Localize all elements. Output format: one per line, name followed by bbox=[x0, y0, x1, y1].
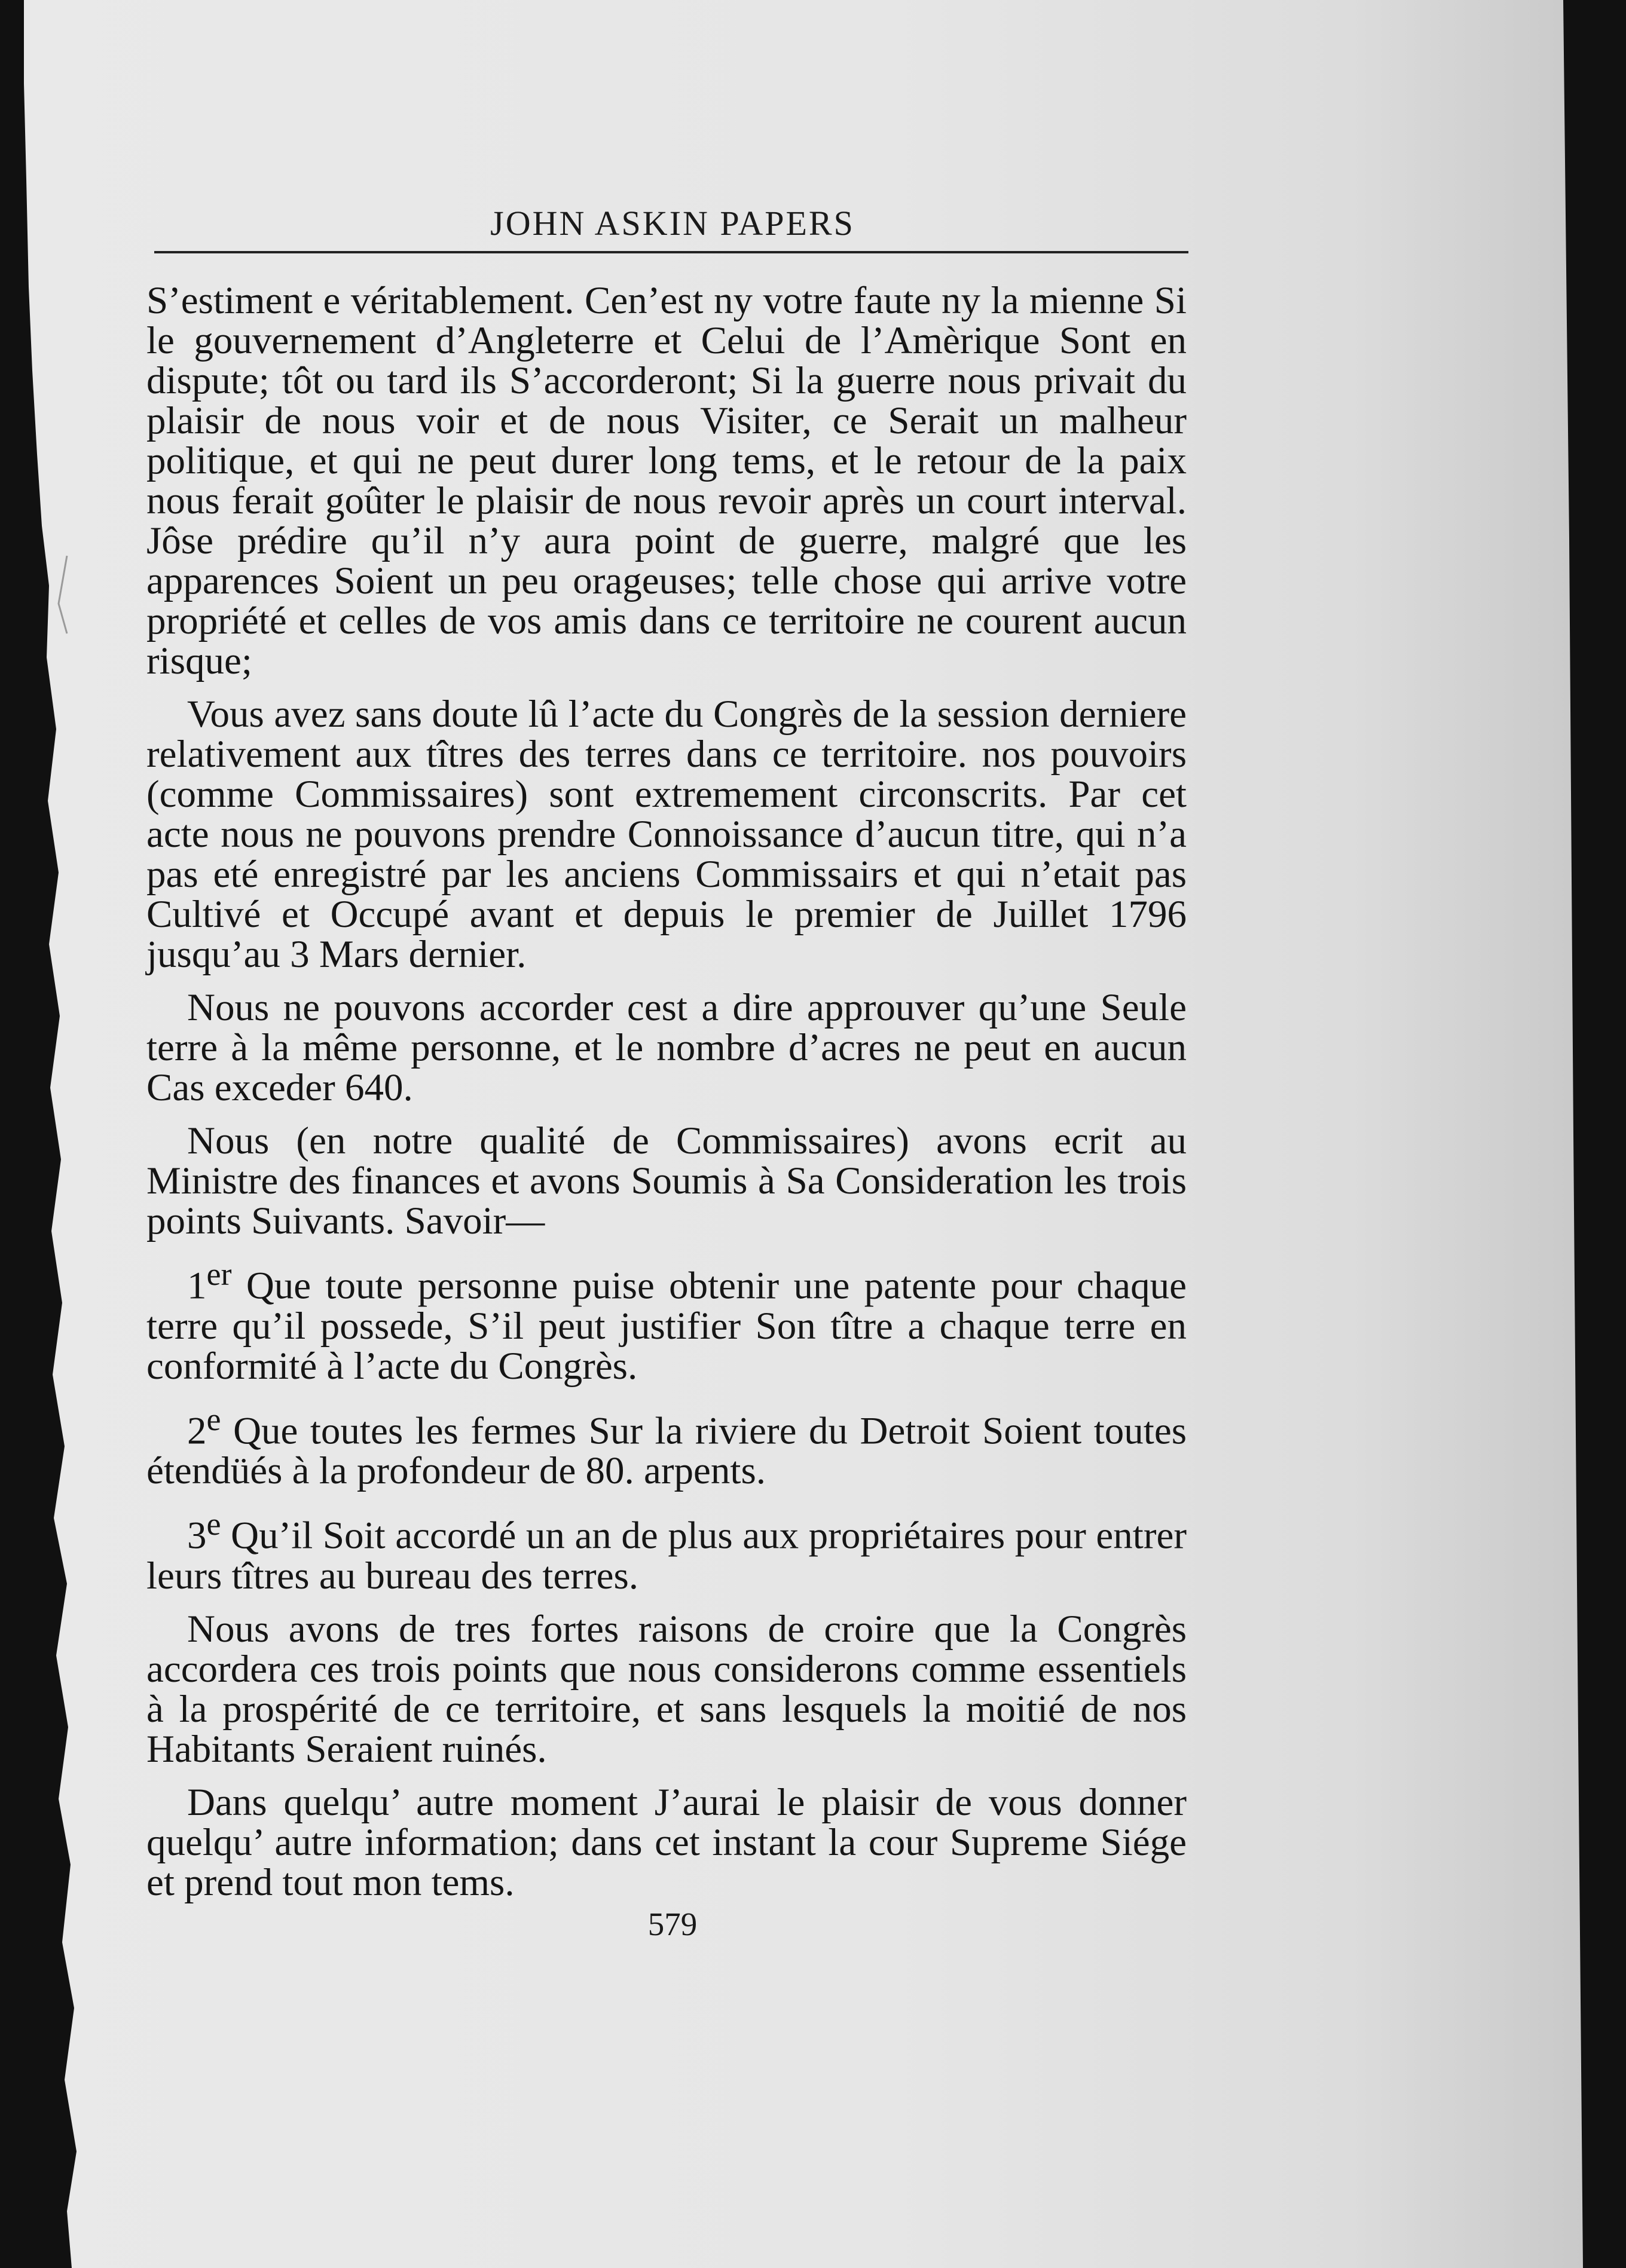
running-head: JOHN ASKIN PAPERS bbox=[490, 204, 855, 243]
paragraph: Nous (en notre qualité de Commissaires) avons ecrit au Ministre des finances et avons Soumis à Sa Consideration les trois points Suivants. Savoir— bbox=[146, 1119, 1187, 1242]
paragraph: Nous avons de tres fortes raisons de croire que la Congrès accordera ces trois points que nous considerons comme essentiels à la prospérité de ce territoire, et sans lesquels la moitié de nos Habitants Seraient ruinés. bbox=[146, 1607, 1187, 1771]
paragraph: Vous avez sans doute lû l’acte du Congrès de la session derniere relativement aux tîtres des terres dans ce territoire. nos pouvoirs (comme Commissaires) sont extremement circonscrits. Par cet acte nous ne pouvons prendre Connoissance d’aucun titre, qui n’a pas eté enregistré par les anciens Commissairs et qui n’etait pas Cultivé et Occupé avant et depuis le premier de Juillet 1796 jusqu’au 3 Mars dernier. bbox=[146, 693, 1187, 976]
numbered-point bbox=[146, 1504, 1187, 1596]
page-number: 579 bbox=[647, 1906, 698, 1942]
point-ordinal-suffix: er bbox=[206, 1256, 232, 1292]
paragraph: S’estiment e véritablement. Cen’est ny votre faute ny la mienne Si le gouvernement d’Angleterre et Celui de l’Amèrique Sont en dispute; tôt ou tard ils S’accorderont; Si la guerre nous privait du plaisir de nous voir et de nous Visiter, ce Serait un malheur politique, et qui ne peut durer long tems, et le retour de la paix nous ferait goûter le plaisir de nous revoir après un court interval. Jôse prédire qu’il n’y aura point de guerre, malgré que les apparences Soient un peu orageuses; telle chose qui arrive votre propriété et celles de vos amis dans ce territoire ne courent aucun risque; bbox=[146, 279, 1187, 682]
point-ordinal: 3 bbox=[187, 1514, 207, 1557]
paragraph: Dans quelqu’ autre moment J’aurai le plaisir de vous donner quelqu’ autre information; dans cet instant la cour Supreme Siége et prend tout mon tems. bbox=[146, 1780, 1187, 1904]
point-ordinal-suffix: e bbox=[206, 1506, 221, 1542]
point-text: Que toutes les fermes Sur la riviere du Detroit Soient toutes étendüés à la profondeur de 80. arpents. bbox=[146, 1409, 1187, 1493]
paragraph: Nous ne pouvons accorder cest a dire approuver qu’une Seule terre à la même personne, et le nombre d’acres ne peut en aucun Cas exceder 640. bbox=[146, 986, 1187, 1109]
point-ordinal: 1 bbox=[187, 1264, 207, 1308]
header-rule bbox=[154, 251, 1188, 253]
point-text: Que toute personne puise obtenir une patente pour chaque terre qu’il possede, S’il peut justifier Son tître a chaque terre en conformité à l’acte du Congrès. bbox=[146, 1264, 1187, 1388]
point-ordinal: 2 bbox=[187, 1409, 207, 1453]
letter-body bbox=[146, 281, 1187, 1916]
point-ordinal-suffix: e bbox=[206, 1401, 221, 1437]
numbered-point bbox=[146, 1400, 1187, 1492]
point-text: Qu’il Soit accordé un an de plus aux propriétaires pour entrer leurs tîtres au bureau des terres. bbox=[146, 1514, 1187, 1597]
numbered-point bbox=[146, 1254, 1187, 1386]
